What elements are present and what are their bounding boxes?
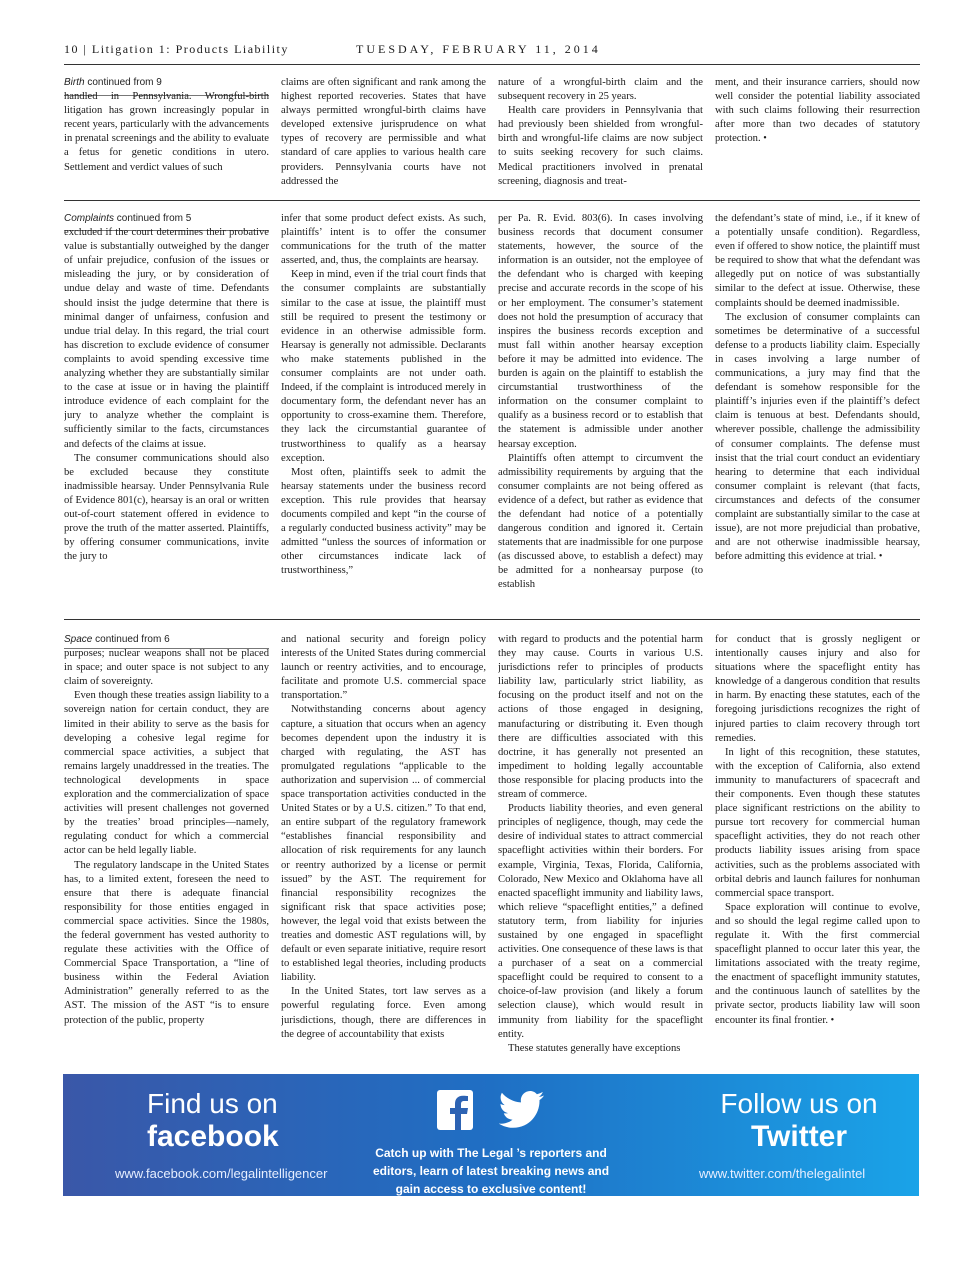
complaints-text-4a: the defendant’s state of mind, i.e., if it knew of a potentially unsafe condition). Regardless, even if offered to show notice, the plaintiff must be required to show that what the defendant was allegedly put on notice of was substantially similar to the defect at issue. Otherwise, these complaints should be deemed inadmissible. — [715, 213, 920, 309]
space-text-4c: Space exploration will continue to evolve, and so should the legal regime called upon to regulate it. With the first commercial spaceflight planned to occur later this year, the limitations associated with the treaty regime, the enactment of spaceflight immunity statutes, and the continuous launch of satellites by the private sector, products liability law will soon encounter its final frontier. • — [715, 901, 920, 1026]
twitter-wordmark: Twitter — [750, 1120, 848, 1153]
section-rule-2 — [64, 619, 920, 620]
page-header — [64, 42, 920, 62]
banner-message: Catch up with The Legal ’s reporters and editors, learn of latest breaking news and gain access to exclusive content! — [372, 1146, 610, 1196]
complaints-text-2c: Most often, plaintiffs seek to admit the hearsay statements under the business record exception. This rule provides that hearsay documents compiled and kept “in the course of a regularly conducted business activity” may be admitted “unless the sources of information or other circumstances indicate lack of trustworthiness,” — [281, 466, 486, 577]
space-text-1a: purposes; nuclear weapons shall not be placed in space; and outer space is not subject to any claim of sovereignty. — [64, 648, 269, 688]
birth-text-3a: nature of a wrongful-birth claim and the subsequent recovery in 25 years. — [498, 77, 703, 103]
header-rule — [64, 64, 920, 65]
complaints-col-2 — [281, 212, 486, 593]
space-text-3c: These statutes generally have exceptions — [508, 1042, 681, 1054]
space-text-2a: and national security and foreign policy interests of the United States during commercial launch or reentry activities, and to encourage, facilitate and promote U.S. commercial space transportation.” — [281, 634, 486, 702]
facebook-icon[interactable] — [437, 1090, 473, 1130]
twitter-promo[interactable] — [709, 1088, 889, 1154]
complaints-text-1a: excluded if the court determines their probative value is substantially outweighed by the danger of unfair prejudice, confusion of the issues or misleading the jury, or by consideration of undue delay and waste of time. Defendants should insist the judge determine that there is minimal danger of unfairness, confusion and undue trial delay. In this regard, the trial court has discretion to exclude evidence of consumer complaints to avoid spending excessive time analyzing whether they are substantially similar to the case at issue or in having the plaintiff introduce evidence of each complaint for the jury to analyze whether the complaint is sufficiently similar to the facts, circumstances and defects of the claims at issue. — [64, 227, 269, 450]
complaints-col-4 — [715, 212, 920, 593]
complaints-section — [64, 212, 920, 593]
facebook-promo[interactable] — [147, 1088, 279, 1154]
birth-text-4: ment, and their insurance carriers, should now well consider the potential liability associated with such claims following their resurrection after more than two decades of statutory protection. • — [715, 77, 920, 145]
end-mark: • — [830, 1014, 835, 1026]
birth-col-4 — [715, 76, 920, 189]
end-mark: • — [878, 551, 883, 563]
complaints-text-3b: Plaintiffs often attempt to circumvent the admissibility requirements by arguing that the consumer complaints are not being offered as evidence of a defect, but rather as evidence that the defendant had notice of a potentially dangerous condition and ignored it. Certain statements that are inadmissible for one purpose (as discussed above, to establish a defect) may be admitted for a nonhearsay purpose (to establish — [498, 452, 703, 591]
birth-text-2: claims are often significant and rank among the highest reported recoveries. States that have always permitted wrongful-birth claims have developed extensive jurisprudence on what types of recovery are permissible and what standard of care applies to various health care providers. Pennsylvania courts have not addressed the — [281, 77, 486, 187]
follow-us-text: Follow us on — [720, 1088, 878, 1119]
space-col-3 — [498, 633, 703, 1056]
complaints-continued-label: Complaints continued from 5 — [64, 213, 192, 224]
space-section — [64, 633, 920, 1056]
complaints-text-1b: The consumer communications should also be excluded because they constitute inadmissible hearsay. Under Pennsylvania Rule of Evidence 801(c), hearsay is an oral or written out-of-court statement offered in evidence to prove the truth of the matter asserted. Plaintiffs, by offering consumer communications, invite the jury to — [64, 452, 269, 563]
space-text-3a: with regard to products and the potential harm they may cause. Courts in various U.S. jurisdictions refer to principles of products liability law, particularly strict liability, as focusing on the product itself and not on the actions of those engaged in designing, manufacturing or distributing it. Even though there are difficulties associated with this doctrine, it has generally not presented an impediment to holding legally accountable those responsible for placing products into the stream of commerce. — [498, 634, 703, 801]
banner-message-block — [363, 1088, 619, 1198]
birth-section — [64, 76, 920, 189]
birth-col-1 — [64, 76, 269, 189]
birth-continued-label: Birth continued from 9 — [64, 77, 162, 88]
space-text-1b: Even though these treaties assign liability to a sovereign nation for certain conduct, they are limited in their ability to serve as the basis for developing a cohesive legal regime for commercial space activities, a subject that remains largely unaddressed in the treaties. The technological developments in space exploration and the commercialization of space activities will present challenges not governed by the treaties’ broad principles—namely, regulating conduct for which a commercial actor can be held legally liable. — [64, 690, 269, 857]
birth-col-3 — [498, 76, 703, 189]
birth-text-3b: Health care providers in Pennsylvania that had previously been shielded from wrongful-birth and wrongful-life claims are now subject to suits seeking recovery for such claims. Medical practitioners involved in prenatal screening, diagnosis and treat- — [498, 105, 703, 187]
find-us-text: Find us on — [147, 1088, 278, 1119]
space-col-2 — [281, 633, 486, 1056]
space-text-4b: In light of this recognition, these statutes, with the exception of California, also extend immunity to manufacturers of spacecraft and their components. Even though these statutes place significant restrictions on the ability to pursue tort recovery for commercial human spaceflight activities, they do not reach other products liability issues arising from space activities, such as the problems associated with orbital debris and launch failures for nonhuman commercial space transport. — [715, 746, 920, 899]
end-mark: • — [763, 133, 767, 145]
section-rule-1 — [64, 200, 920, 201]
space-col-1 — [64, 633, 269, 1056]
space-text-2c: In the United States, tort law serves as a powerful regulating force. Even among jurisdictions, though, there are differences in the degree of accountability that exists — [281, 986, 486, 1040]
facebook-url[interactable]: www.facebook.com/legalintelligencer — [115, 1166, 328, 1181]
birth-text-1: handled in Pennsylvania. Wrongful-birth litigation has grown increasingly popular in recent years, particularly with the advancements in prenatal screenings and the ability to evaluate a fetus for genetic conditions in utero. Settlement and verdict values of such — [64, 91, 269, 173]
space-text-4a: for conduct that is grossly negligent or intentionally causes injury and also for situations where the spaceflight entity has knowledge of a dangerous condition that results in harm. By enacting these statutes, each of the foregoing jurisdictions recognizes the right of injured parties to claim recovery through tort remedies. — [715, 634, 920, 744]
complaints-text-4b: The exclusion of consumer complaints can sometimes be determinative of a successful defense to a products liability claim. Especially in cases involving a large number of communications, a jury may find that the defendant is somehow responsible for the plaintiff’s injuries even if the plaintiff’s defect claim is tenuous at best. Defendants should, wherever possible, challenge the admissibility of consumer complaints. The defense must insist that the trial court conduct an evidentiary hearing to determine that each individual consumer complaint is relevant (that facts, circumstances and defects of the consumer complaint are substantially similar to the case at issue), are not more prejudicial than probative, and are not otherwise inadmissible hearsay, before admitting this evidence at trial. • — [715, 311, 920, 563]
space-col-4 — [715, 633, 920, 1056]
complaints-text-2a: infer that some product defect exists. As such, plaintiffs’ intent is to offer the consumer communications for the truth of the matter asserted, and, thus, the complaints are hearsay. — [281, 213, 486, 267]
facebook-wordmark: facebook — [147, 1120, 279, 1153]
issue-date: TUESDAY, FEBRUARY 11, 2014 — [356, 42, 601, 56]
birth-col-2 — [281, 76, 486, 189]
section-label: 10 | Litigation 1: Products Liability — [64, 42, 289, 56]
space-text-2b: Notwithstanding concerns about agency capture, a situation that occurs when an agency becomes dependent upon the industry it is charged with regulating, the AST has promulgated regulations “applicable to the authorization and supervision ... of commercial space transportation activities conducted in the United States or by a U.S. citizen.” To that end, an entire subpart of the regulatory framework “establishes financial responsibility and allocation of risk requirements for any launch or reentry authorized by a license or permit issued” by the AST. The requirement for financial responsibility recognizes the significant risk that space activities pose; however, the legal void that exists between the treaties and domestic AST regulations will, by default or even separate initiative, require resort to established legal theories, including products liability. — [281, 704, 486, 984]
social-banner[interactable] — [63, 1074, 919, 1196]
complaints-col-1 — [64, 212, 269, 593]
complaints-text-2b: Keep in mind, even if the trial court finds that the consumer complaints are substantially similar to the case at issue, the plaintiff must still be required to present the testimony or evidence in an otherwise admissible form. Hearsay is generally not admissible. Declarants who make statements published in the consumer complaints are not under oath. Indeed, if the complaint is introduced merely in documentary form, the defendant never has an opportunity to cross-examine them. Therefore, they lack the circumstantial guarantee of trustworthiness to qualify as a hearsay exception. — [281, 269, 486, 464]
twitter-bird-icon[interactable] — [499, 1091, 545, 1129]
space-continued-label: Space continued from 6 — [64, 634, 170, 645]
twitter-url[interactable]: www.twitter.com/thelegalintel — [699, 1166, 866, 1181]
complaints-col-3 — [498, 212, 703, 593]
space-text-3b: Products liability theories, and even general principles of negligence, though, may cede the desire of individual states to attract commercial spaceflight activities within their borders. For example, Virginia, Texas, Florida, California, Colorado, New Mexico and Oklahoma have all enacted spaceflight immunity and liability laws, which relieve “spaceflight entities,” a defined statutory term, from liability for injuries sustained by one engaged in spaceflight activities. One consequence of these laws is that a purchaser of a seat on a commercial spaceflight could be required to consent to a choice-of-law provision (and likely a forum selection clause), which would result in immunity from liability for the spaceflight entity. — [498, 803, 703, 1040]
complaints-text-3a: per Pa. R. Evid. 803(6). In cases involving business records that document consumer statements, however, the source of the information is an outsider, not the employee of the defendant who is charged with keeping precise and accurate records in the scope of his or her employment. The consumer’s statement does not hold the presumption of accuracy that inspires the business records exception and must fall within another hearsay exception before it may be admitted into evidence. The burden is again on the plaintiff to establish the circumstantial trustworthiness of the information on the consumer complaint to qualify as a business record or to establish that the statement is admissible under another hearsay exception. — [498, 213, 703, 450]
space-text-1c: The regulatory landscape in the United States has, to a limited extent, foreseen the need to ensure that there is adequate financial responsibility for those entities engaged in commercial space activities. Since the 1980s, the federal government has vested authority to regulate these activities with the Office of Commercial Space Transportation, a “line of business within the Federal Aviation Administration” generally referred to as the AST. The mission of the AST “is to ensure protection of the public, property — [64, 859, 269, 1026]
